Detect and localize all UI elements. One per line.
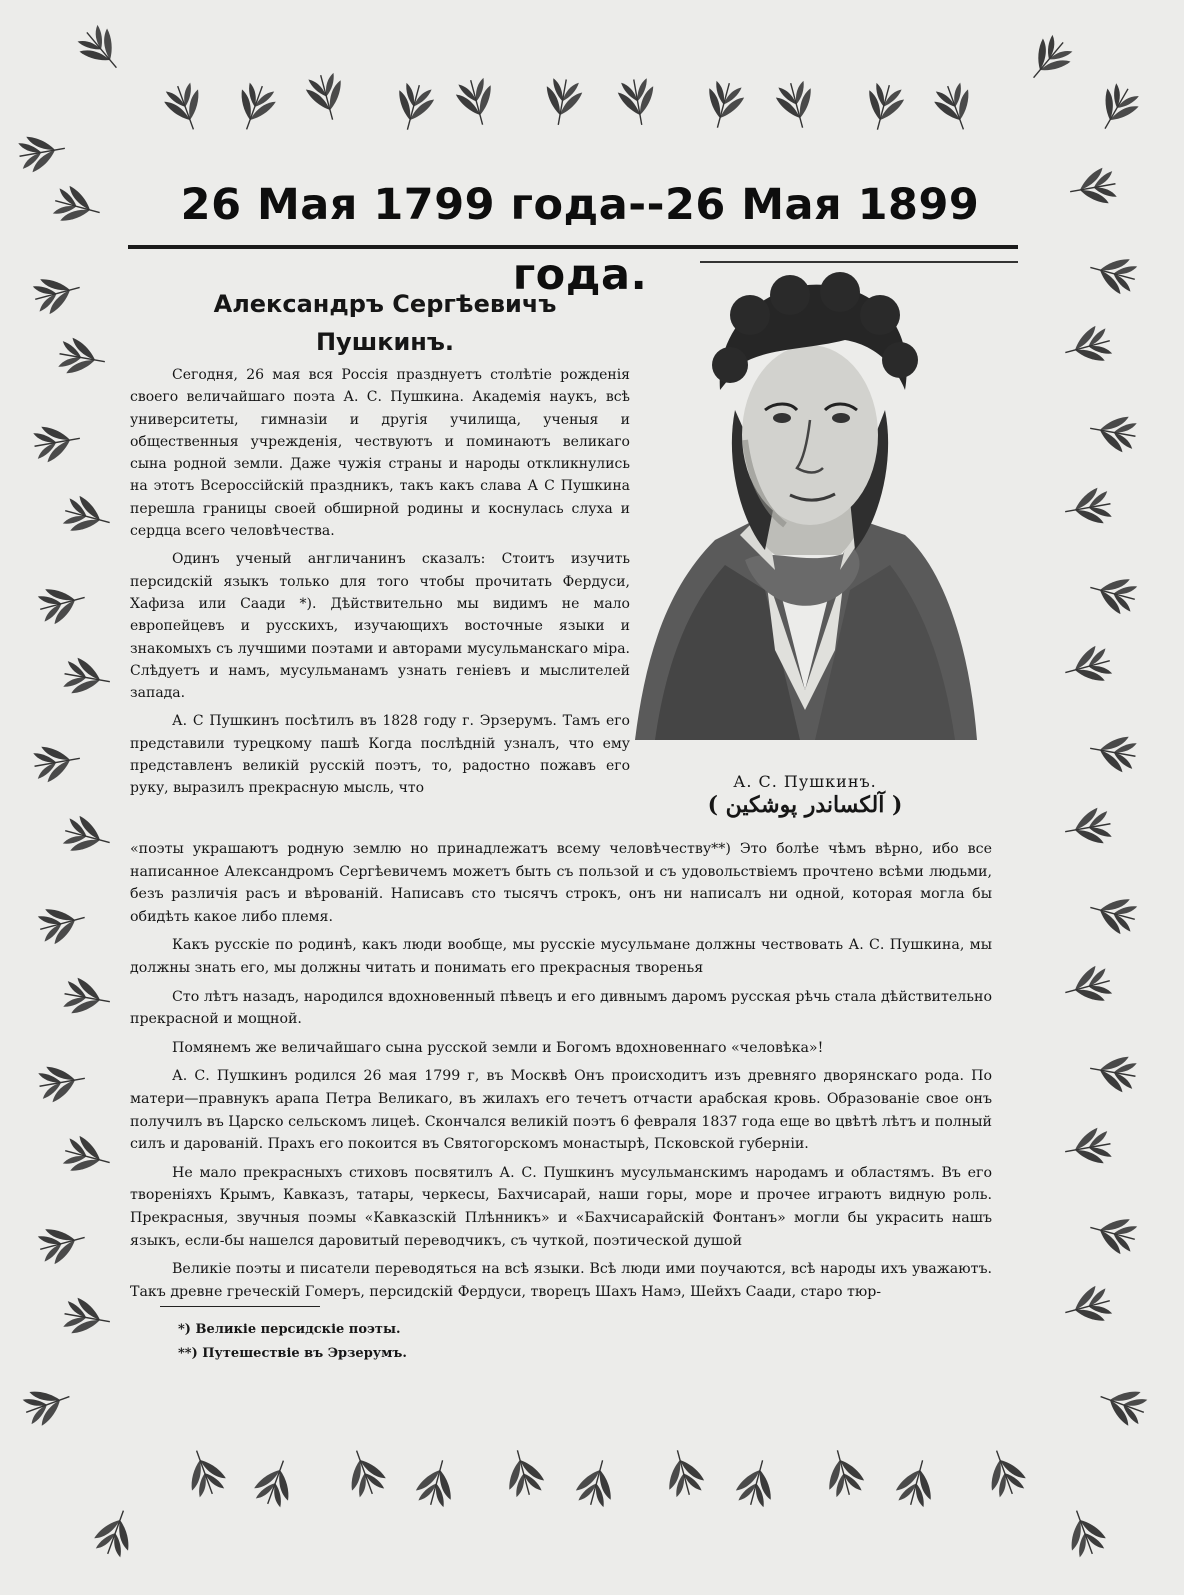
right-laurel-column	[1061, 166, 1150, 1429]
pushkin-portrait-engraving	[625, 270, 985, 760]
paragraph: Не мало прекрасныхъ стиховъ посвятилъ А. С. Пушкинъ мусульманскимъ народамъ и областямъ. Въ его твореніяхъ Крымъ, Кавказъ, татары, черкесы, Бахчисарай, наши горы, море и прочее играютъ видную роль. Прекрасныя, звучныя поэмы «Кавказскій Плѣнникъ» и «Бахчисарайскій Фонтанъ» могли бы украсить нашъ языкъ, если-бы нашелся даровитый переводчикъ, съ чуткой, поэтической душой	[130, 1164, 992, 1249]
portrait-caption: А. С. Пушкинъ.	[733, 772, 877, 791]
paragraph: «поэты украшаютъ родную землю но принадлежатъ всему человѣчеству**) Это болѣе чѣмъ вѣрно, ибо все написанное Александромъ Сергѣевичемъ можетъ быть съ пользой и съ удовольствіемъ прочтено всѣми людьми, безъ различія расъ и вѣрованій. Написавъ сто тысячъ строкъ, онъ ни написалъ ни одной, которая могла бы обидѣть какое либо племя.	[130, 841, 992, 925]
footnote: *) Великіе персидскіе поэты.	[178, 1322, 401, 1337]
paragraph: Одинъ ученый англичанинъ сказалъ: Стоитъ изучить персидскій языкъ только для того чтобы прочитать Фердуси, Хафиза или Саади *). Дѣйствительно мы видимъ не мало европейцевъ и русскихъ, изучающихъ восточные языки и знакомыхъ съ лучшими поэтами и авторами мусульманскаго міра. Слѣдуетъ и намъ, мусульманамъ узнать геніевъ и мыслителей запада.	[130, 551, 630, 702]
paragraph: А. С. Пушкинъ родился 26 мая 1799 г, въ Москвѣ Онъ происходитъ изъ древняго дворянскаго рода. По матери—правнукъ арапа Петра Великаго, въ жилахъ его течетъ отчасти арабская кровь. Образованіе свое онъ получилъ въ Царско сельскомъ лицеѣ. Скончался великій поэтъ 6 февраля 1837 года еще во цвѣтѣ лѣтъ и полный силъ и дарованій. Прахъ его покоится въ Святогорскомъ монастырѣ, Псковской губерніи.	[130, 1068, 992, 1153]
left-laurel-column	[16, 131, 114, 1430]
paragraph: Сегодня, 26 мая вся Россія празднуетъ столѣтіе рожденія своего величайшаго поэта А. С. Пушкина. Академія наукъ, всѣ университеты, гимназіи и другія училища, ученыя и общественныя учрежденія, чествуютъ и поминаютъ великаго сына родной земли. Даже чужія страны и народы откликнулись на этотъ Всероссійскій праздникъ, такъ какъ слава А С Пушкина перешла границы своей обширной родины и коснулась слуха и сердца всего человѣчества.	[130, 367, 630, 540]
portrait-caption-arabic: ( آلکساندر پوشکین )	[707, 792, 903, 818]
top-laurel-row	[73, 21, 1144, 138]
heading-line-2: Пушкинъ.	[315, 328, 455, 356]
paragraph: Сто лѣтъ назадъ, народился вдохновенный пѣвецъ и его дивнымъ даромъ русская рѣчь стала дѣйствительно прекрасной и мощной.	[130, 988, 992, 1028]
page-title: 26 Мая 1799 года--26 Мая 1899 года.	[180, 180, 980, 300]
paragraph: Помянемъ же величайшаго сына русской земли и Богомъ вдохновеннаго «человѣка»!	[172, 1039, 824, 1056]
heading-line-1: Александръ Сергѣевичъ	[213, 290, 557, 318]
title-divider	[128, 245, 1018, 249]
paragraph: Великіе поэты и писатели переводяться на всѣ языки. Всѣ люди ими поучаются, всѣ народы ихъ уважаютъ. Такъ древне греческій Гомеръ, персидскій Фердуси, творецъ Шахъ Намэ, Шейхъ Саади, старо тюр-	[130, 1261, 992, 1300]
article-left-column	[130, 364, 630, 806]
paragraph: Какъ русскіе по родинѣ, какъ люди вообще, мы русскіе мусульмане должны чествовать А. С. Пушкина, мы должны знать его, мы должны читать и понимать его прекрасныя творенья	[130, 937, 992, 976]
title-divider-secondary	[700, 261, 1018, 263]
bottom-laurel-row	[91, 1444, 1109, 1560]
footnote: **) Путешествіе въ Эрзерумъ.	[178, 1346, 407, 1361]
paragraph: А. С Пушкинъ посѣтилъ въ 1828 году г. Эрзерумъ. Тамъ его представили турецкому пашѣ Когда послѣдній узналъ, что ему представленъ великій русскій поэтъ, то, радостно пожавъ его руку, выразилъ прекрасную мысль, что	[130, 713, 630, 797]
article-heading	[140, 285, 630, 361]
footnote-divider	[160, 1306, 320, 1307]
article-full-width-body	[130, 838, 992, 1309]
